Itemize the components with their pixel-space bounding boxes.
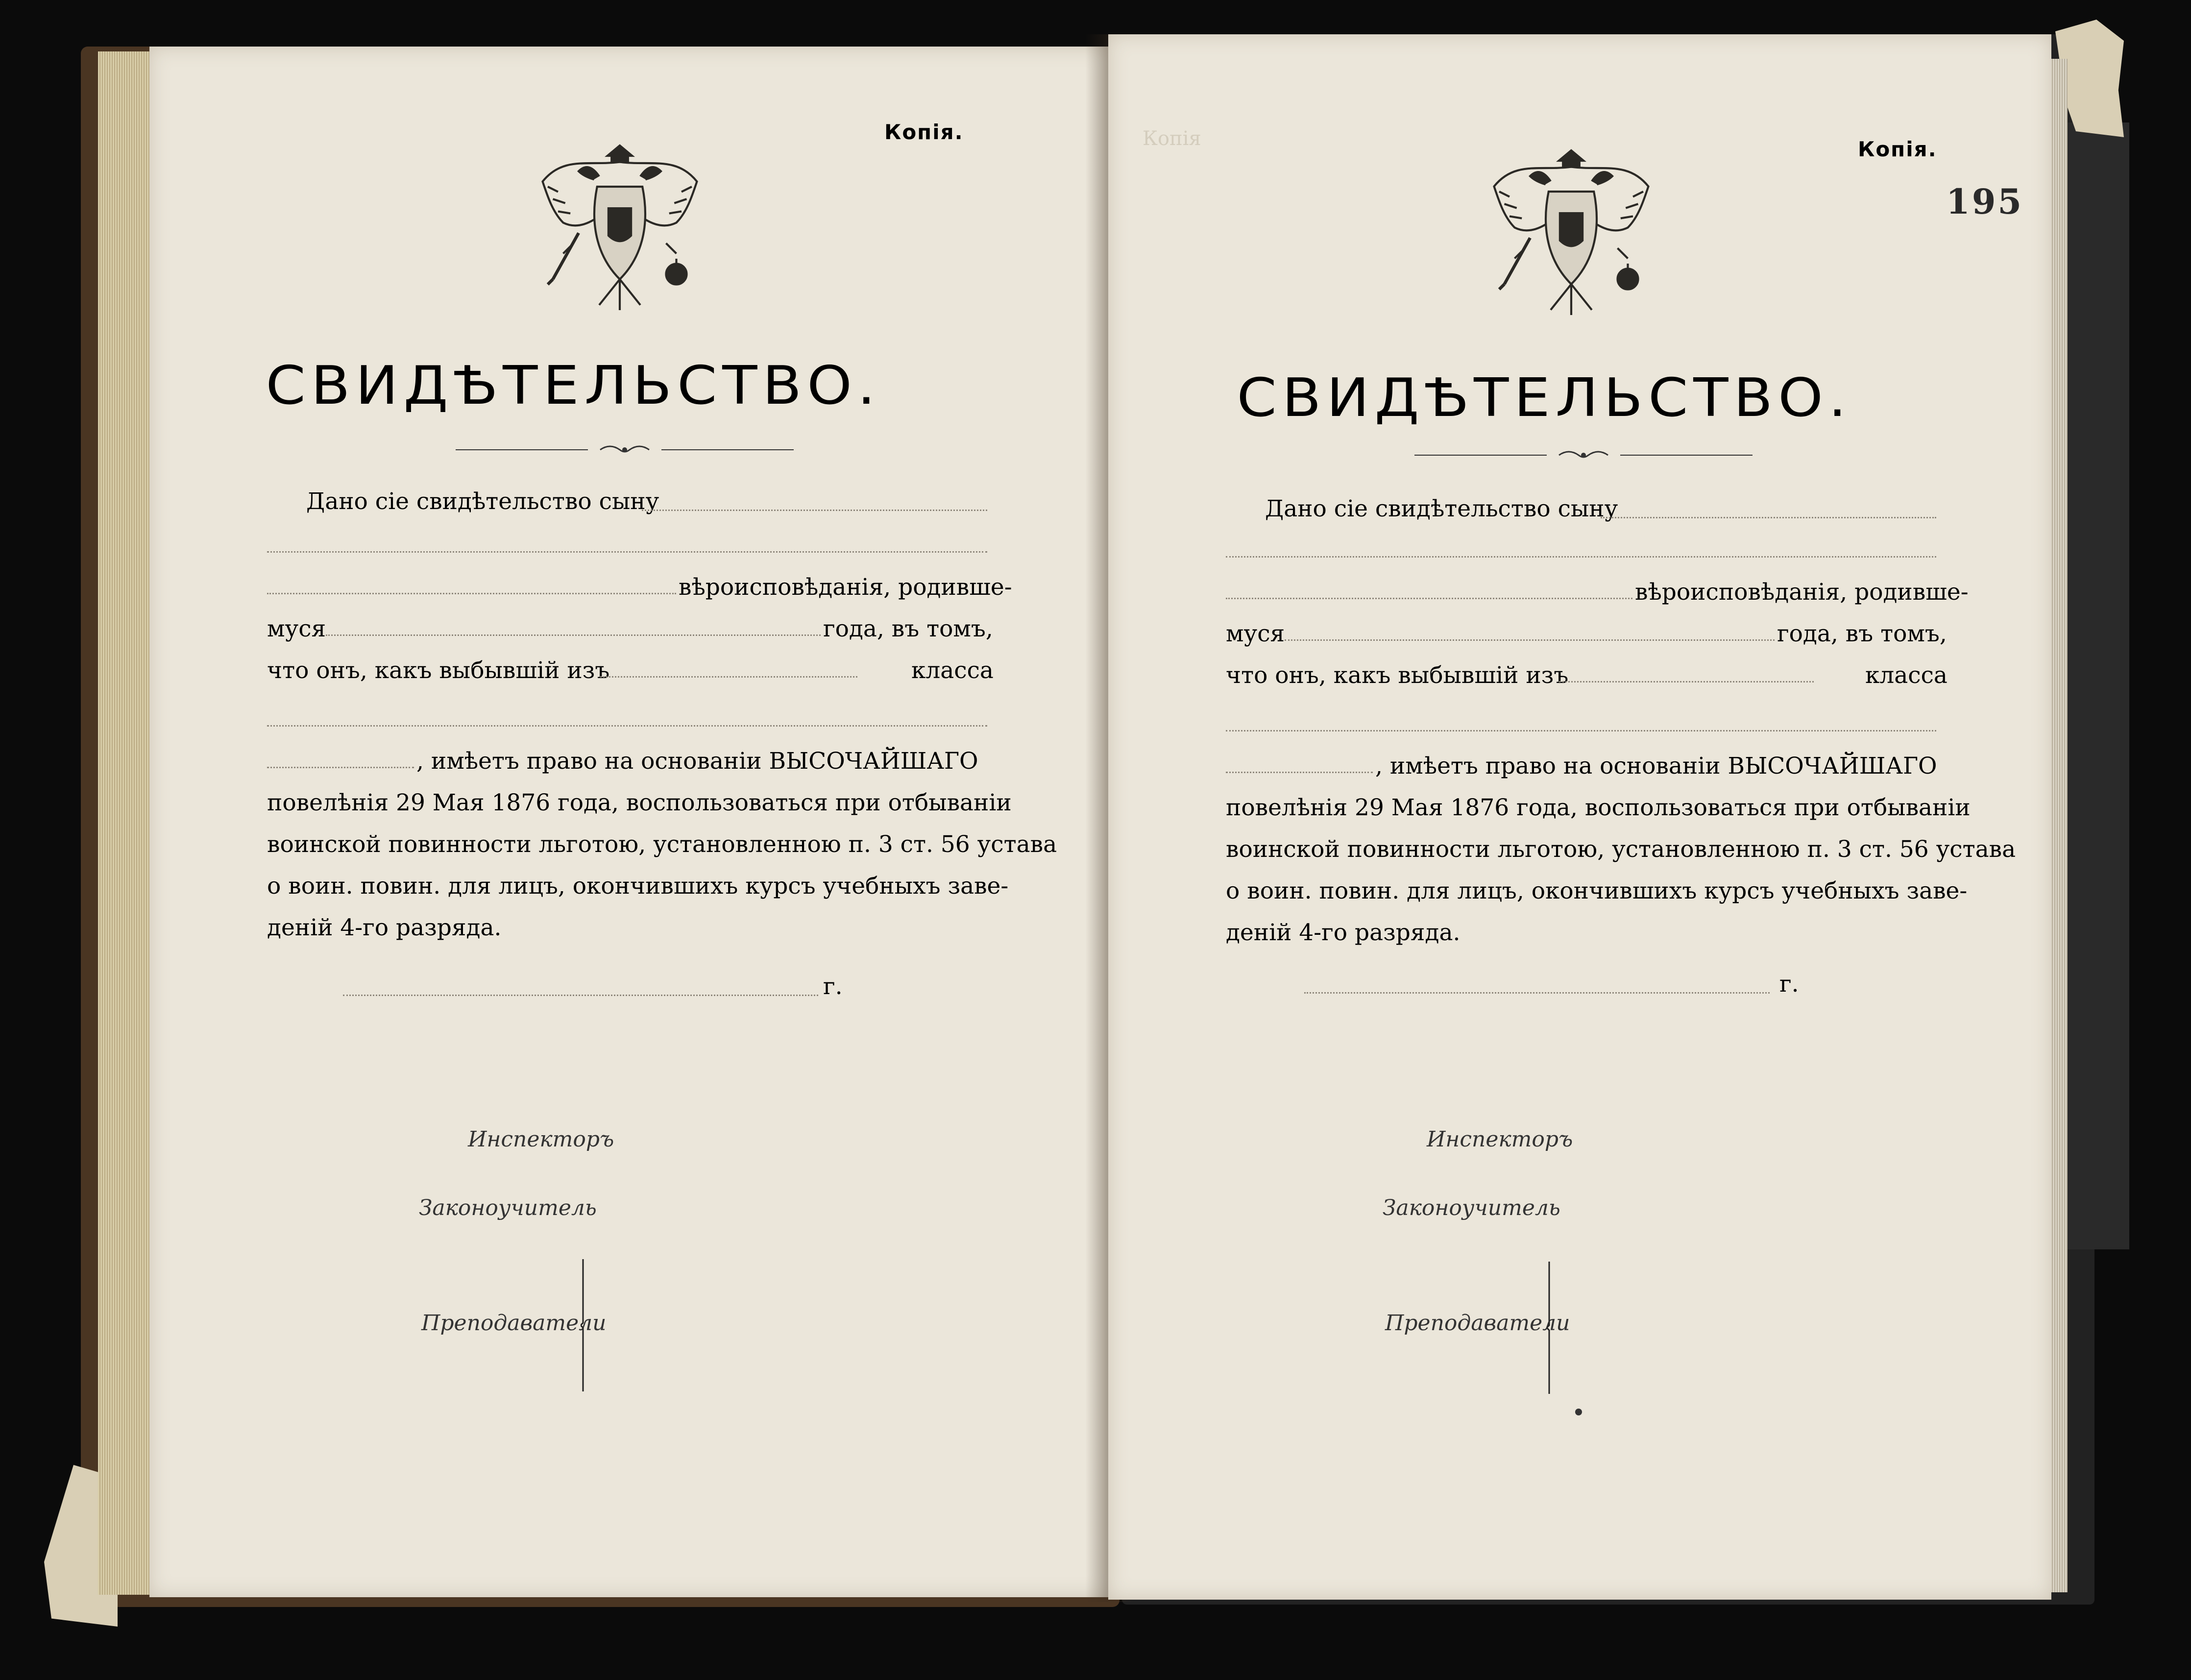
blank-field xyxy=(267,551,987,553)
brace-icon xyxy=(581,1259,595,1391)
body-line-9: деній 4-го разряда. xyxy=(267,914,502,941)
copy-label: Копія. xyxy=(1858,137,1937,161)
year-suffix: г. xyxy=(823,973,843,1000)
body-line-4a: что онъ, какъ выбывшій изъ xyxy=(1226,662,1569,689)
body-line-7: воинской повинности льготою, установленною п. 3 ст. 56 устава xyxy=(267,831,1057,858)
document-title: СВИДѢТЕЛЬСТВО. xyxy=(1237,367,1852,429)
body-line-4b: класса xyxy=(1865,662,1948,689)
blank-field xyxy=(267,593,676,594)
ornament-flourish-icon xyxy=(1554,447,1613,463)
blank-field xyxy=(343,995,818,996)
blank-field xyxy=(326,634,821,636)
body-line-4a: что онъ, какъ выбывшій изъ xyxy=(267,657,610,684)
body-line-2: вѣроисповѣданія, родивше- xyxy=(679,574,1012,601)
blank-field xyxy=(1226,730,1936,731)
signature-label-teachers: Преподаватели xyxy=(1385,1311,1570,1336)
binding-strip xyxy=(2063,122,2129,1249)
signature-label-law-teacher: Законоучитель xyxy=(419,1195,597,1220)
blank-field xyxy=(267,725,987,727)
blank-field xyxy=(600,676,857,678)
blank-field xyxy=(1601,517,1936,518)
imperial-eagle-emblem xyxy=(1468,130,1674,336)
brace-icon xyxy=(1547,1262,1561,1394)
body-line-7: воинской повинности льготою, установленною п. 3 ст. 56 устава xyxy=(1226,836,2016,863)
signature-label-teachers: Преподаватели xyxy=(421,1311,607,1336)
body-line-1: Дано сіе свидѣтельство сыну xyxy=(1265,495,1618,522)
blank-field xyxy=(642,510,987,511)
title-rule-right xyxy=(661,449,794,450)
body-line-3a: муся xyxy=(267,615,326,642)
signature-label-law-teacher: Законоучитель xyxy=(1383,1195,1560,1220)
body-line-6: повелѣнія 29 Мая 1876 года, воспользоваться при отбываніи xyxy=(1226,794,1971,821)
imperial-eagle-emblem xyxy=(517,125,723,331)
document-title: СВИДѢТЕЛЬСТВО. xyxy=(266,355,881,416)
right-page xyxy=(1108,34,2051,1600)
body-line-5: , имѣетъ право на основанiи ВЫСОЧАЙШАГО xyxy=(416,748,978,775)
body-line-4b: класса xyxy=(911,657,994,684)
body-line-3a: муся xyxy=(1226,620,1285,647)
signature-label-inspector: Инспекторъ xyxy=(468,1127,614,1152)
body-line-8: о воин. повин. для лицъ, окончившихъ курсъ учебныхъ заве- xyxy=(267,873,1009,900)
ink-dot xyxy=(1575,1409,1582,1415)
body-line-9: деній 4-го разряда. xyxy=(1226,919,1461,946)
copy-label: Копія. xyxy=(884,120,964,144)
blank-field xyxy=(1285,639,1775,641)
blank-field xyxy=(1304,992,1770,994)
title-rule-left xyxy=(1414,455,1547,456)
ornament-flourish-icon xyxy=(595,441,654,458)
body-line-1: Дано сіе свидѣтельство сыну xyxy=(306,488,659,515)
year-suffix: г. xyxy=(1779,971,1799,998)
signature-label-inspector: Инспекторъ xyxy=(1427,1127,1573,1152)
blank-field xyxy=(1226,556,1936,558)
left-page xyxy=(149,47,1111,1597)
body-line-2: вѣроисповѣданія, родивше- xyxy=(1635,579,1969,606)
body-line-5: , имѣетъ право на основаніи ВЫСОЧАЙШАГО xyxy=(1375,753,1937,779)
page-edges-left xyxy=(98,51,152,1595)
body-line-8: о воин. повин. для лицъ, окончившихъ курсъ учебныхъ заве- xyxy=(1226,877,1968,904)
title-rule-right xyxy=(1620,455,1753,456)
body-line-6: повелѣнія 29 Мая 1876 года, воспользоваться при отбываніи xyxy=(267,789,1012,816)
bleed-through-text: Копія xyxy=(1143,127,1201,150)
blank-field xyxy=(1559,681,1814,682)
blank-field xyxy=(1226,598,1632,599)
blank-field xyxy=(267,767,414,768)
body-line-3b: года, въ томъ, xyxy=(823,615,993,642)
page-number: 195 xyxy=(1946,181,2024,222)
title-rule-left xyxy=(456,449,588,450)
blank-field xyxy=(1226,772,1373,773)
body-line-3b: года, въ томъ, xyxy=(1777,620,1947,647)
